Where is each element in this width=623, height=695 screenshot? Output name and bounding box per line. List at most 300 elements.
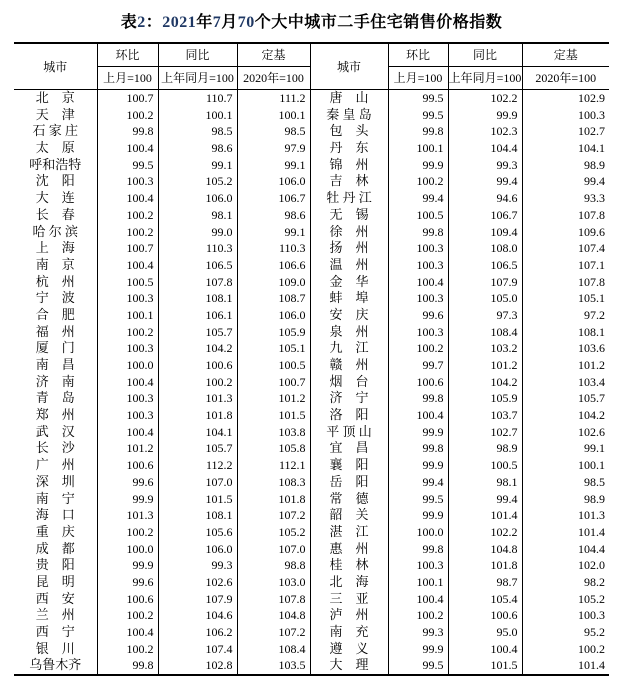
mom-value: 99.6 [388,307,448,324]
mom-value: 99.6 [97,474,158,491]
table-row [14,157,609,174]
base-value: 106.7 [237,190,310,207]
yoy-value: 108.1 [158,290,237,307]
mom-value: 99.9 [388,457,448,474]
city-cell: 上 海 [35,240,75,256]
city-cell: 牡 丹 江 [310,190,388,207]
table-row [14,390,609,407]
city-cell: 岳 阳 [310,474,388,491]
table-row [14,574,609,591]
city-cell: 西 安 [35,590,75,606]
mom-value: 100.5 [388,207,448,224]
table-row [14,190,609,207]
yoy-value: 99.3 [158,557,237,574]
yoy-value: 101.3 [158,390,237,407]
yoy-value: 105.0 [448,290,522,307]
mom-value: 100.4 [388,407,448,424]
yoy-value: 108.4 [448,324,522,341]
base-value: 103.8 [237,424,310,441]
city-cell: 蚌 埠 [310,290,388,307]
base-value: 111.2 [237,90,310,107]
yoy-value: 110.3 [158,240,237,257]
base-value: 97.9 [237,140,310,157]
city-cell: 桂 林 [310,557,388,574]
yoy-value: 99.1 [158,157,237,174]
base-value: 102.7 [522,123,609,140]
mom-value: 99.9 [388,157,448,174]
mom-value: 100.0 [97,357,158,374]
mom-value: 100.3 [97,390,158,407]
table-row [14,173,609,190]
yoy-value: 99.0 [158,224,237,241]
city-cell: 北 京 [35,90,75,105]
table-row [14,491,609,508]
mom-value: 100.3 [97,173,158,190]
mom-value: 100.3 [388,290,448,307]
yoy-value: 104.1 [158,424,237,441]
mom-value: 100.3 [388,324,448,341]
base-value: 105.1 [522,290,609,307]
base-value: 108.4 [237,641,310,658]
city-cell: 南 京 [35,256,75,272]
city-cell: 安 庆 [310,307,388,324]
mom-value: 99.6 [97,574,158,591]
table-row [14,307,609,324]
base-value: 99.1 [522,440,609,457]
yoy-value: 100.4 [448,641,522,658]
mom-value: 100.4 [388,274,448,291]
title-segment: 2021 [162,14,197,31]
base-value: 102.6 [522,424,609,441]
yoy-value: 98.1 [158,207,237,224]
base-value: 107.8 [522,274,609,291]
base-value: 100.2 [522,641,609,658]
base-value: 103.5 [237,657,310,675]
city-cell: 杭 州 [35,273,75,289]
header-mom-right: 环比 [388,43,448,67]
yoy-value: 106.5 [158,257,237,274]
table-row [14,257,609,274]
yoy-value: 106.1 [158,307,237,324]
city-cell: 昆 明 [35,573,75,589]
mom-value: 99.4 [388,474,448,491]
city-cell: 洛 阳 [310,407,388,424]
city-cell: 长 春 [35,206,75,222]
yoy-value: 108.0 [448,240,522,257]
city-cell: 大 连 [35,190,75,206]
base-value: 103.0 [237,574,310,591]
mom-value: 100.2 [97,207,158,224]
mom-value: 101.3 [97,507,158,524]
city-cell: 金 华 [310,274,388,291]
table-row [14,474,609,491]
title-segment: 2 [137,14,146,31]
city-cell: 天 津 [35,106,75,122]
yoy-value: 106.7 [448,207,522,224]
yoy-value: 98.1 [448,474,522,491]
base-value: 103.4 [522,374,609,391]
city-cell: 武 汉 [35,423,75,439]
yoy-value: 112.2 [158,457,237,474]
mom-value: 99.9 [97,491,158,508]
base-value: 107.8 [522,207,609,224]
city-cell: 吉 林 [310,173,388,190]
header-base-left: 定基 [237,43,310,67]
city-cell: 丹 东 [310,140,388,157]
table-row [14,107,609,124]
base-value: 101.4 [522,657,609,675]
yoy-value: 103.2 [448,340,522,357]
title-segment: 年 [196,14,213,31]
city-cell: 锦 州 [310,157,388,174]
yoy-value: 107.9 [448,274,522,291]
base-value: 102.9 [522,90,609,107]
city-cell: 无 锡 [310,207,388,224]
table-row [14,440,609,457]
mom-value: 100.2 [97,224,158,241]
city-cell: 南 昌 [35,357,75,372]
mom-value: 100.7 [97,240,158,257]
table-row [14,657,609,675]
mom-value: 100.2 [388,340,448,357]
yoy-value: 102.3 [448,123,522,140]
mom-value: 99.5 [388,491,448,508]
base-value: 105.1 [237,340,310,357]
city-cell: 扬 州 [310,240,388,257]
base-value: 99.4 [522,173,609,190]
city-cell: 重 庆 [35,523,75,539]
base-value: 95.2 [522,624,609,641]
yoy-value: 97.3 [448,307,522,324]
city-cell: 大 理 [310,657,388,675]
yoy-value: 105.7 [158,440,237,457]
table-row [14,140,609,157]
city-cell: 宁 波 [35,290,75,306]
table-row [14,424,609,441]
base-value: 102.0 [522,557,609,574]
mom-value: 99.8 [97,657,158,675]
city-cell: 贵 阳 [35,557,75,573]
mom-value: 99.9 [388,641,448,658]
yoy-value: 108.1 [158,507,237,524]
base-value: 107.1 [522,257,609,274]
table-row [14,407,609,424]
mom-value: 100.3 [388,257,448,274]
yoy-value: 102.8 [158,657,237,675]
header-mom-sub-left: 上月=100 [97,67,158,90]
yoy-value: 104.4 [448,140,522,157]
table-row [14,240,609,257]
yoy-value: 105.7 [158,324,237,341]
city-cell: 温 州 [310,257,388,274]
city-cell: 长 沙 [35,440,75,456]
mom-value: 100.2 [388,173,448,190]
yoy-value: 102.2 [448,90,522,107]
city-cell: 遵 义 [310,641,388,658]
city-cell: 宜 昌 [310,440,388,457]
base-value: 105.2 [237,524,310,541]
yoy-value: 105.2 [158,173,237,190]
mom-value: 100.4 [388,591,448,608]
city-cell: 襄 阳 [310,457,388,474]
table-row [14,274,609,291]
mom-value: 99.5 [388,90,448,107]
mom-value: 99.8 [97,123,158,140]
base-value: 99.1 [237,224,310,241]
base-value: 101.2 [237,390,310,407]
city-cell: 泉 州 [310,324,388,341]
city-cell: 南 宁 [35,490,75,506]
yoy-value: 101.8 [158,407,237,424]
header-yoy-sub-right: 上年同月=100 [448,67,522,90]
mom-value: 100.2 [388,607,448,624]
city-cell: 南 充 [310,624,388,641]
base-value: 107.2 [237,624,310,641]
table-row [14,357,609,374]
yoy-value: 106.0 [158,541,237,558]
yoy-value: 105.6 [158,524,237,541]
header-city-left: 城市 [14,43,97,90]
city-cell: 兰 州 [35,607,75,623]
mom-value: 100.6 [97,591,158,608]
city-cell: 乌鲁木齐 [29,657,82,673]
mom-value: 99.9 [97,557,158,574]
base-value: 105.7 [522,390,609,407]
yoy-value: 110.7 [158,90,237,107]
header-mom-sub-right: 上月=100 [388,67,448,90]
mom-value: 99.8 [388,440,448,457]
mom-value: 100.4 [97,424,158,441]
mom-value: 99.9 [388,424,448,441]
base-value: 93.3 [522,190,609,207]
base-value: 101.4 [522,524,609,541]
table-row [14,224,609,241]
mom-value: 100.2 [97,324,158,341]
base-value: 108.3 [237,474,310,491]
base-value: 101.2 [522,357,609,374]
table-row [14,641,609,658]
base-value: 107.4 [522,240,609,257]
yoy-value: 99.4 [448,491,522,508]
mom-value: 100.7 [97,90,158,107]
yoy-value: 98.9 [448,440,522,457]
mom-value: 100.3 [388,240,448,257]
mom-value: 99.5 [97,157,158,174]
mom-value: 101.2 [97,440,158,457]
header-mom-left: 环比 [97,43,158,67]
base-value: 98.9 [522,157,609,174]
yoy-value: 104.6 [158,607,237,624]
yoy-value: 104.2 [448,374,522,391]
mom-value: 100.4 [97,140,158,157]
base-value: 109.0 [237,274,310,291]
table-row [14,591,609,608]
table-row [14,624,609,641]
base-value: 100.5 [237,357,310,374]
yoy-value: 106.5 [448,257,522,274]
city-cell: 福 州 [35,323,75,339]
table-row [14,324,609,341]
base-value: 98.6 [237,207,310,224]
base-value: 101.8 [237,491,310,508]
base-value: 104.1 [522,140,609,157]
mom-value: 100.4 [97,624,158,641]
base-value: 98.2 [522,574,609,591]
city-cell: 韶 关 [310,507,388,524]
city-cell: 合 肥 [35,306,75,322]
table-row [14,524,609,541]
price-index-table [14,42,609,676]
base-value: 100.3 [522,607,609,624]
base-value: 104.2 [522,407,609,424]
table-row [14,290,609,307]
title-segment: 月 [221,14,238,31]
base-value: 109.6 [522,224,609,241]
yoy-value: 100.1 [158,107,237,124]
city-cell: 徐 州 [310,224,388,241]
yoy-value: 102.7 [448,424,522,441]
base-value: 108.1 [522,324,609,341]
city-cell: 呼和浩特 [29,156,82,172]
base-value: 105.9 [237,324,310,341]
base-value: 112.1 [237,457,310,474]
mom-value: 99.8 [388,541,448,558]
mom-value: 100.4 [97,374,158,391]
city-cell: 济 南 [35,373,75,389]
base-value: 105.8 [237,440,310,457]
yoy-value: 101.2 [448,357,522,374]
city-cell: 平 顶 山 [310,424,388,441]
header-yoy-sub-left: 上年同月=100 [158,67,237,90]
base-value: 107.8 [237,591,310,608]
city-cell: 石 家 庄 [32,123,78,139]
title-segment: 个大中城市二手住宅销售价格指数 [254,14,503,31]
base-value: 106.0 [237,307,310,324]
city-cell: 包 头 [310,123,388,140]
yoy-value: 103.7 [448,407,522,424]
yoy-value: 107.0 [158,474,237,491]
page [0,9,623,676]
city-cell: 郑 州 [35,407,75,423]
base-value: 98.8 [237,557,310,574]
city-cell: 广 州 [35,457,75,473]
header-base-sub-right: 2020年=100 [522,67,609,90]
table-row [14,607,609,624]
base-value: 104.8 [237,607,310,624]
mom-value: 100.6 [388,374,448,391]
base-value: 100.1 [522,457,609,474]
mom-value: 99.8 [388,123,448,140]
mom-value: 100.2 [97,641,158,658]
yoy-value: 102.2 [448,524,522,541]
base-value: 101.3 [522,507,609,524]
yoy-value: 100.2 [158,374,237,391]
mom-value: 100.2 [97,607,158,624]
title-segment: 7 [212,14,222,31]
header-base-sub-left: 2020年=100 [237,67,310,90]
base-value: 100.7 [237,374,310,391]
city-cell: 太 原 [35,140,75,156]
yoy-value: 100.5 [448,457,522,474]
table-row [14,123,609,140]
mom-value: 100.3 [97,340,158,357]
base-value: 101.5 [237,407,310,424]
city-cell: 青 岛 [35,390,75,406]
mom-value: 99.4 [388,190,448,207]
city-cell: 哈 尔 滨 [32,223,78,239]
title-segment: 70 [237,14,255,31]
mom-value: 99.5 [388,657,448,675]
yoy-value: 95.0 [448,624,522,641]
base-value: 103.6 [522,340,609,357]
base-value: 107.0 [237,541,310,558]
header-city-right: 城市 [310,43,388,90]
table-row [14,457,609,474]
mom-value: 99.8 [388,390,448,407]
mom-value: 99.8 [388,224,448,241]
mom-value: 100.0 [97,541,158,558]
city-cell: 银 川 [35,640,75,656]
yoy-value: 98.7 [448,574,522,591]
base-value: 98.5 [237,123,310,140]
mom-value: 99.5 [388,107,448,124]
yoy-value: 94.6 [448,190,522,207]
table-row [14,557,609,574]
mom-value: 100.4 [97,257,158,274]
table-row [14,340,609,357]
mom-value: 100.3 [388,557,448,574]
yoy-value: 101.5 [448,657,522,675]
mom-value: 100.3 [97,407,158,424]
base-value: 97.2 [522,307,609,324]
table-row [14,541,609,558]
yoy-value: 101.8 [448,557,522,574]
table-header [14,43,609,90]
yoy-value: 99.4 [448,173,522,190]
mom-value: 99.3 [388,624,448,641]
yoy-value: 107.8 [158,274,237,291]
table-row [14,507,609,524]
title-segment: 表 [120,14,138,31]
yoy-value: 99.9 [448,107,522,124]
title-segment: ： [145,14,163,31]
yoy-value: 105.4 [448,591,522,608]
mom-value: 100.5 [97,274,158,291]
yoy-value: 107.4 [158,641,237,658]
yoy-value: 106.0 [158,190,237,207]
base-value: 104.4 [522,541,609,558]
yoy-value: 98.6 [158,140,237,157]
base-value: 108.7 [237,290,310,307]
yoy-value: 104.2 [158,340,237,357]
city-cell: 海 口 [35,507,75,523]
table-row [14,207,609,224]
yoy-value: 105.9 [448,390,522,407]
table-row [14,374,609,391]
mom-value: 100.2 [97,107,158,124]
city-cell: 深 圳 [35,473,75,489]
city-cell: 烟 台 [310,374,388,391]
yoy-value: 101.4 [448,507,522,524]
mom-value: 99.7 [388,357,448,374]
yoy-value: 100.6 [158,357,237,374]
header-base-right: 定基 [522,43,609,67]
base-value: 107.2 [237,507,310,524]
yoy-value: 100.6 [448,607,522,624]
mom-value: 100.2 [97,524,158,541]
yoy-value: 98.5 [158,123,237,140]
city-cell: 三 亚 [310,591,388,608]
